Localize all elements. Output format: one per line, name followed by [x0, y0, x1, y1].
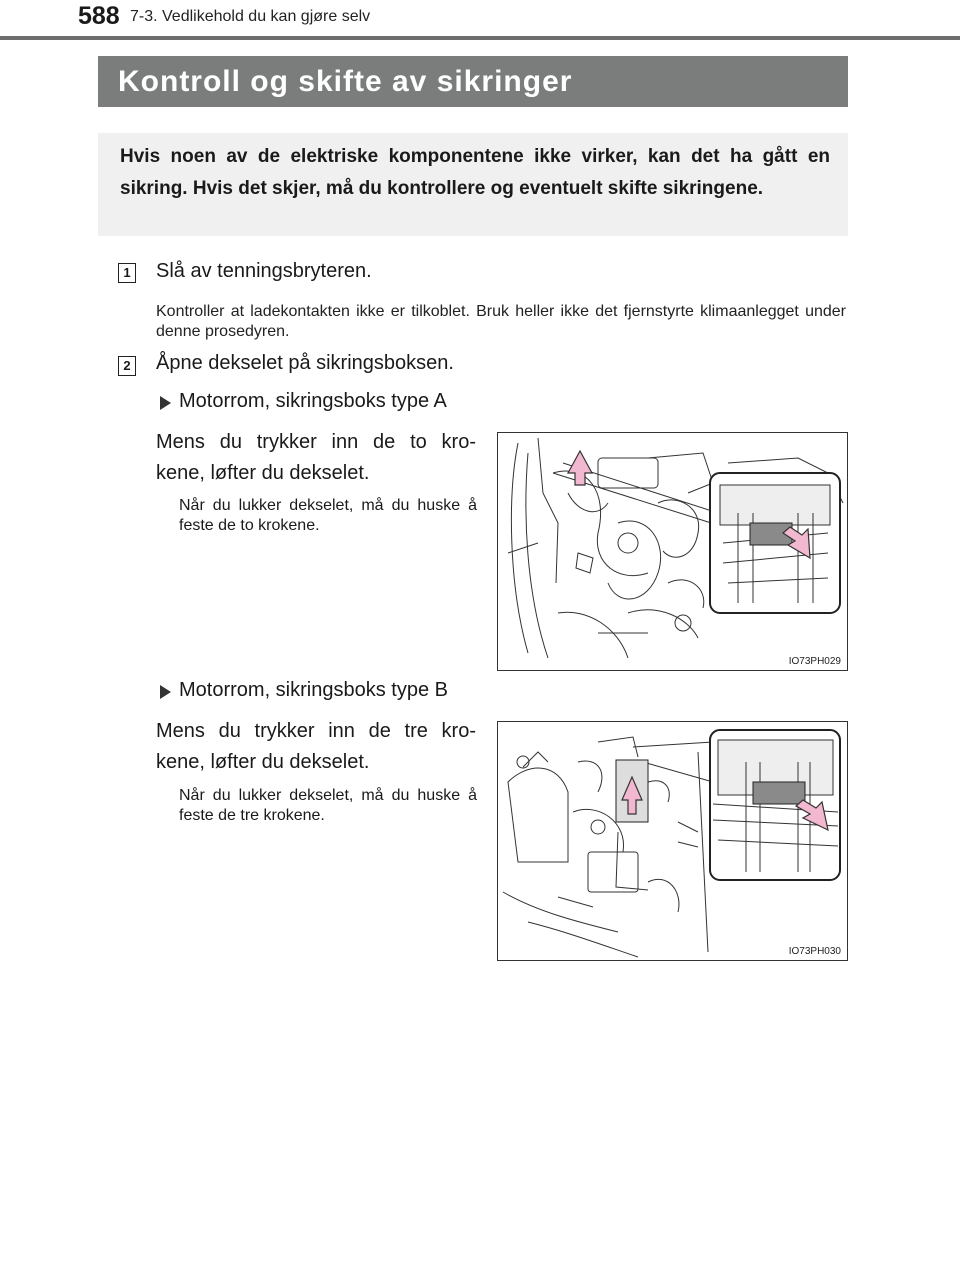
- instruction-text: [156, 427, 476, 489]
- instruction-text: [156, 716, 476, 778]
- figure-code: IO73PH029: [788, 656, 841, 667]
- subsection-heading: Motorrom, sikringsboks type B: [179, 679, 448, 701]
- instruction-note: Når du lukker dekselet, må du huske å feste de to krokene.: [179, 497, 477, 534]
- engine-compartment-illustration: [498, 433, 847, 670]
- section-breadcrumb: 7-3. Vedlikehold du kan gjøre selv: [130, 8, 371, 25]
- instruction-line: kene, løfter du dekselet.: [156, 462, 370, 484]
- triangle-bullet-icon: [160, 396, 171, 410]
- step-number-badge: 2: [118, 356, 136, 376]
- step-number-badge: 1: [118, 263, 136, 283]
- engine-compartment-illustration: [498, 722, 847, 960]
- intro-box: Hvis noen av de elektriske komponentene ikke virker, kan det ha gått en sikring. Hvis det skjer, må du kontrollere og eventuelt skifte sikringene.: [98, 133, 848, 236]
- subsection-heading: Motorrom, sikringsboks type A: [179, 390, 447, 412]
- fuse-box-figure-a: [497, 432, 848, 671]
- page-number: 588: [78, 2, 120, 30]
- figure-code: IO73PH030: [788, 946, 841, 957]
- step-text: Åpne dekselet på sikringsboksen.: [156, 352, 454, 374]
- step-note: Kontroller at ladekontakten ikke er tilkoblet. Bruk heller ikke det fjernstyrte klimaanlegget under denne prosedyren.: [156, 303, 846, 340]
- step-text: Slå av tenningsbryteren.: [156, 260, 372, 282]
- instruction-line: Mens du trykker inn de to kro-: [156, 431, 476, 453]
- header-divider: [0, 36, 960, 40]
- fuse-box-figure-b: [497, 721, 848, 961]
- page-title: Kontroll og skifte av sikringer: [98, 56, 848, 107]
- triangle-bullet-icon: [160, 685, 171, 699]
- instruction-note: Når du lukker dekselet, må du huske å feste de tre krokene.: [179, 787, 477, 824]
- instruction-line: kene, løfter du dekselet.: [156, 751, 370, 773]
- instruction-line: Mens du trykker inn de tre kro-: [156, 720, 476, 742]
